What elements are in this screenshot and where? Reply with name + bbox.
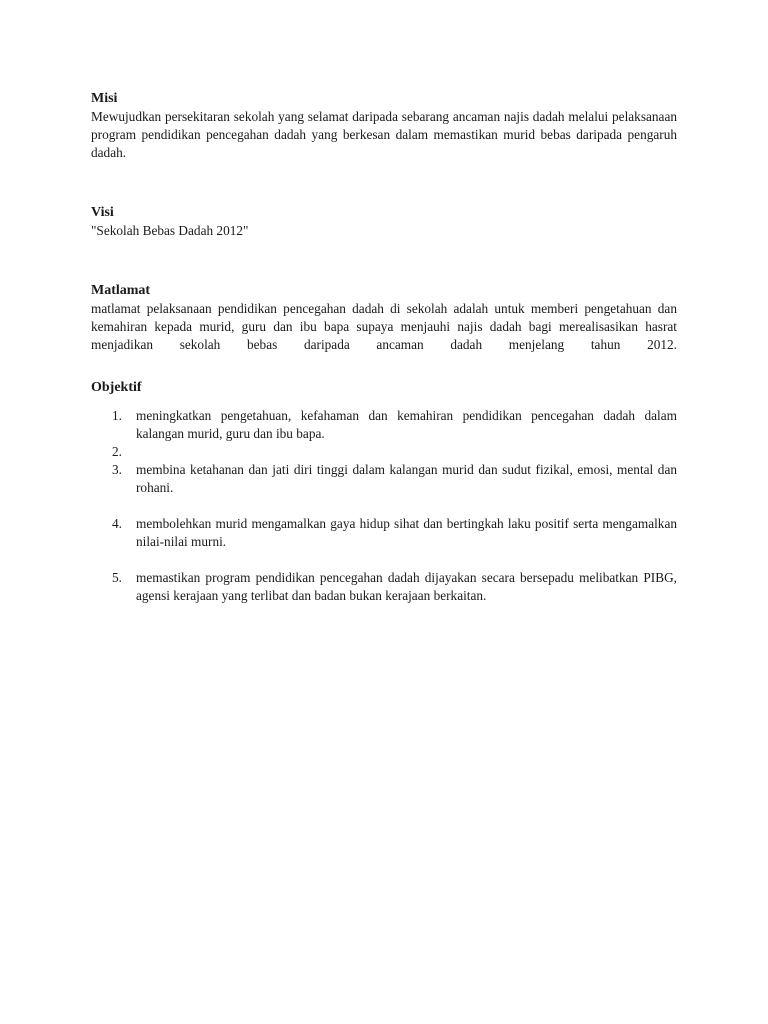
objektif-item-3 (91, 461, 677, 497)
objektif-item-text: meningkatkan pengetahuan, kefahaman dan kemahiran pendidikan pencegahan dadah dalam kalangan murid, guru dan ibu bapa. (136, 408, 677, 441)
misi-text: Mewujudkan persekitaran sekolah yang selamat daripada sebarang ancaman najis dadah melalui pelaksanaan program pendidikan pencegahan dadah yang berkesan dalam memastikan murid bebas daripada pengaruh dadah. (91, 109, 677, 160)
objektif-item-2 (91, 443, 677, 461)
matlamat-section (91, 282, 677, 354)
misi-section (91, 90, 677, 162)
objektif-item-number: 4. (112, 516, 122, 531)
objektif-item-number: 5. (112, 570, 122, 585)
objektif-item-text: membolehkan murid mengamalkan gaya hidup sihat dan bertingkah laku positif serta mengamalkan nilai-nilai murni. (136, 516, 677, 549)
objektif-item-text (136, 444, 139, 459)
objektif-item-number: 3. (112, 462, 122, 477)
matlamat-text: matlamat pelaksanaan pendidikan pencegahan dadah di sekolah adalah untuk memberi pengetahuan dan kemahiran kepada murid, guru dan ibu bapa supaya menjauhi najis dadah bagi merealisasikan hasrat menjadikan sekolah bebas daripada ancaman dadah menjelang tahun 2012. (91, 301, 677, 352)
visi-heading: Visi (91, 205, 114, 220)
objektif-item-5 (91, 569, 677, 605)
objektif-item-1 (91, 407, 677, 443)
objektif-item-text: membina ketahanan dan jati diri tinggi dalam kalangan murid dan sudut fizikal, emosi, mental dan rohani. (136, 462, 677, 495)
visi-text: "Sekolah Bebas Dadah 2012" (91, 223, 249, 238)
matlamat-heading: Matlamat (91, 283, 151, 298)
objektif-section (91, 379, 677, 605)
document-page (91, 90, 677, 605)
objektif-heading: Objektif (91, 380, 142, 395)
objektif-item-number: 1. (112, 408, 122, 423)
objektif-list (91, 407, 677, 605)
objektif-item-4 (91, 515, 677, 551)
misi-heading: Misi (91, 91, 118, 106)
objektif-item-number: 2. (112, 444, 122, 459)
objektif-item-text: memastikan program pendidikan pencegahan dadah dijayakan secara bersepadu melibatkan PIBG, agensi kerajaan yang terlibat dan badan bukan kerajaan berkaitan. (136, 570, 677, 603)
visi-section (91, 204, 677, 240)
